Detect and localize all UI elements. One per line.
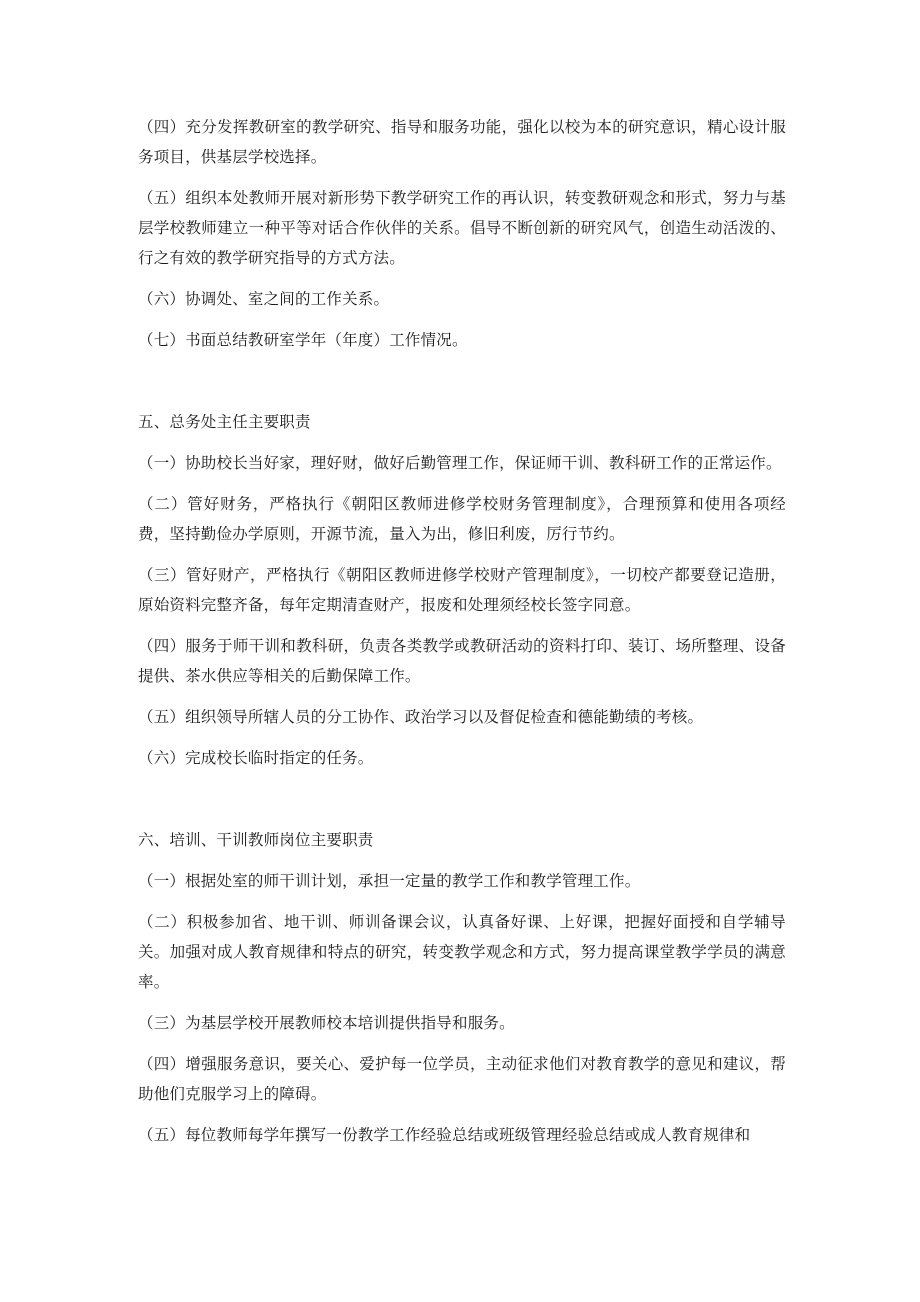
paragraph-5-5: （五）组织领导所辖人员的分工协作、政治学习以及督促检查和德能勤绩的考核。 xyxy=(138,708,704,726)
document-page xyxy=(138,112,786,1161)
paragraph-6-2: （二）积极参加省、地干训、师训备课会议，认真备好课、上好课，把握好面授和自学辅导关。加强对成人教育规律和特点的研究，转变教学观念和方式，努力提高课堂教学学员的满意率。 xyxy=(138,913,786,991)
paragraph-6-1: （一）根据处室的师干训计划，承担一定量的教学工作和教学管理工作。 xyxy=(138,872,641,890)
paragraph-5-4: （四）服务于师干训和教科研，负责各类教学或教研活动的资料打印、装订、场所整理、设备提供、茶水供应等相关的后勤保障工作。 xyxy=(138,637,786,685)
paragraph-5-1: （一）协助校长当好家，理好财，做好后勤管理工作，保证师干训、教科研工作的正常运作。 xyxy=(138,454,782,472)
paragraph-5-6: （六）完成校长临时指定的任务。 xyxy=(138,749,374,767)
paragraph-4-7: （七）书面总结教研室学年（年度）工作情况。 xyxy=(138,331,468,349)
paragraph-4-5: （五）组织本处教师开展对新形势下教学研究工作的再认识，转变教研观念和形式，努力与基层学校教师建立一种平等对话合作伙伴的关系。倡导不断创新的研究风气，创造生动活泼的、行之有效的教学研究指导的方式方法。 xyxy=(138,189,786,267)
section-gap xyxy=(138,366,786,407)
section-five-heading: 五、总务处主任主要职责 xyxy=(138,413,311,431)
section-gap xyxy=(138,784,786,825)
paragraph-6-5: （五）每位教师每学年撰写一份教学工作经验总结或班级管理经验总结或成人教育规律和 xyxy=(138,1126,751,1144)
paragraph-6-4: （四）增强服务意识，要关心、爱护每一位学员，主动征求他们对教育教学的意见和建议，帮助他们克服学习上的障碍。 xyxy=(138,1055,786,1103)
paragraph-5-2: （二）管好财务，严格执行《朝阳区教师进修学校财务管理制度》，合理预算和使用各项经费，坚持勤俭办学原则，开源节流，量入为出，修旧利废，厉行节约。 xyxy=(138,495,786,543)
paragraph-4-6: （六）协调处、室之间的工作关系。 xyxy=(138,290,390,308)
paragraph-4-4: （四）充分发挥教研室的教学研究、指导和服务功能，强化以校为本的研究意识，精心设计服务项目，供基层学校选择。 xyxy=(138,118,786,166)
paragraph-6-3: （三）为基层学校开展教师校本培训提供指导和服务。 xyxy=(138,1014,515,1032)
section-six-heading: 六、培训、干训教师岗位主要职责 xyxy=(138,831,374,849)
paragraph-5-3: （三）管好财产，严格执行《朝阳区教师进修学校财产管理制度》，一切校产都要登记造册，原始资料完整齐备，每年定期清查财产，报废和处理须经校长签字同意。 xyxy=(138,566,786,614)
